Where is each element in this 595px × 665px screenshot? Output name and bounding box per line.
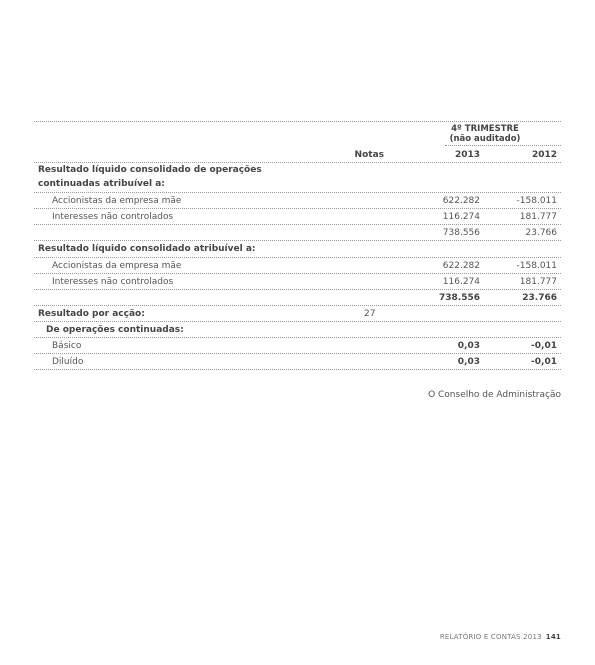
header-divider [34,162,561,163]
page-number: 141 [545,633,561,641]
row-divider [34,321,561,322]
row-divider [34,273,561,274]
table-cell-2012: 181.777 [519,212,557,222]
quarter-title: 4º TRIMESTRE [451,124,519,134]
quarter-divider [445,145,561,146]
row-divider [34,192,561,193]
eps-title: Resultado por acção: [38,309,145,319]
table-cell-2012: -0,01 [531,341,557,351]
quarter-subtitle: (não auditado) [449,134,521,144]
row-divider [34,305,561,306]
row-divider [34,224,561,225]
table-cell-2012: -158.011 [516,261,557,271]
table-row-label: Interesses não controlados [52,212,174,222]
quarter-header [445,124,525,144]
table-cell-2013: 0,03 [457,341,480,351]
table-row-label: Accionistas da empresa mãe [52,261,182,271]
row-divider [34,289,561,290]
table-cell-2012: -158.011 [516,196,557,206]
table-cell-2013: 0,03 [457,357,480,367]
table-row-label: Accionistas da empresa mãe [52,196,182,206]
year-2013-header: 2013 [454,150,480,160]
section1-title-line1: Resultado líquido consolidado de operações [38,165,262,175]
section2-total-2013: 738.556 [439,293,480,303]
row-divider [34,257,561,258]
eps-subtitle: De operações continuadas: [46,325,184,335]
top-divider [34,121,561,122]
table-row-label: Interesses não controlados [52,277,174,287]
year-2012-header: 2012 [531,150,557,160]
page-footer [440,633,561,641]
table-cell-2012: -0,01 [531,357,557,367]
row-divider [34,240,561,241]
table-cell-2012: 181.777 [519,277,557,287]
section2-title: Resultado líquido consolidado atribuível a: [38,244,256,254]
section1-title-line2: continuadas atribuível a: [38,179,165,189]
section2-total-2012: 23.766 [522,293,557,303]
section1-total-2012: 23.766 [525,228,557,238]
table-row-label: Diluído [52,357,84,367]
table-row-label: Básico [52,341,82,351]
footer-report-title: RELATÓRIO E CONTAS 2013 [439,633,542,641]
table-cell-2013: 622.282 [442,261,480,271]
board-signature: O Conselho de Administração [428,390,561,400]
section1-total-2013: 738.556 [442,228,480,238]
table-cell-2013: 116.274 [442,277,480,287]
eps-note-ref: 27 [364,309,376,319]
notes-column-header: Notas [354,150,384,160]
bottom-divider [34,369,561,370]
table-cell-2013: 622.282 [442,196,480,206]
row-divider [34,353,561,354]
row-divider [34,337,561,338]
table-cell-2013: 116.274 [442,212,480,222]
row-divider [34,208,561,209]
